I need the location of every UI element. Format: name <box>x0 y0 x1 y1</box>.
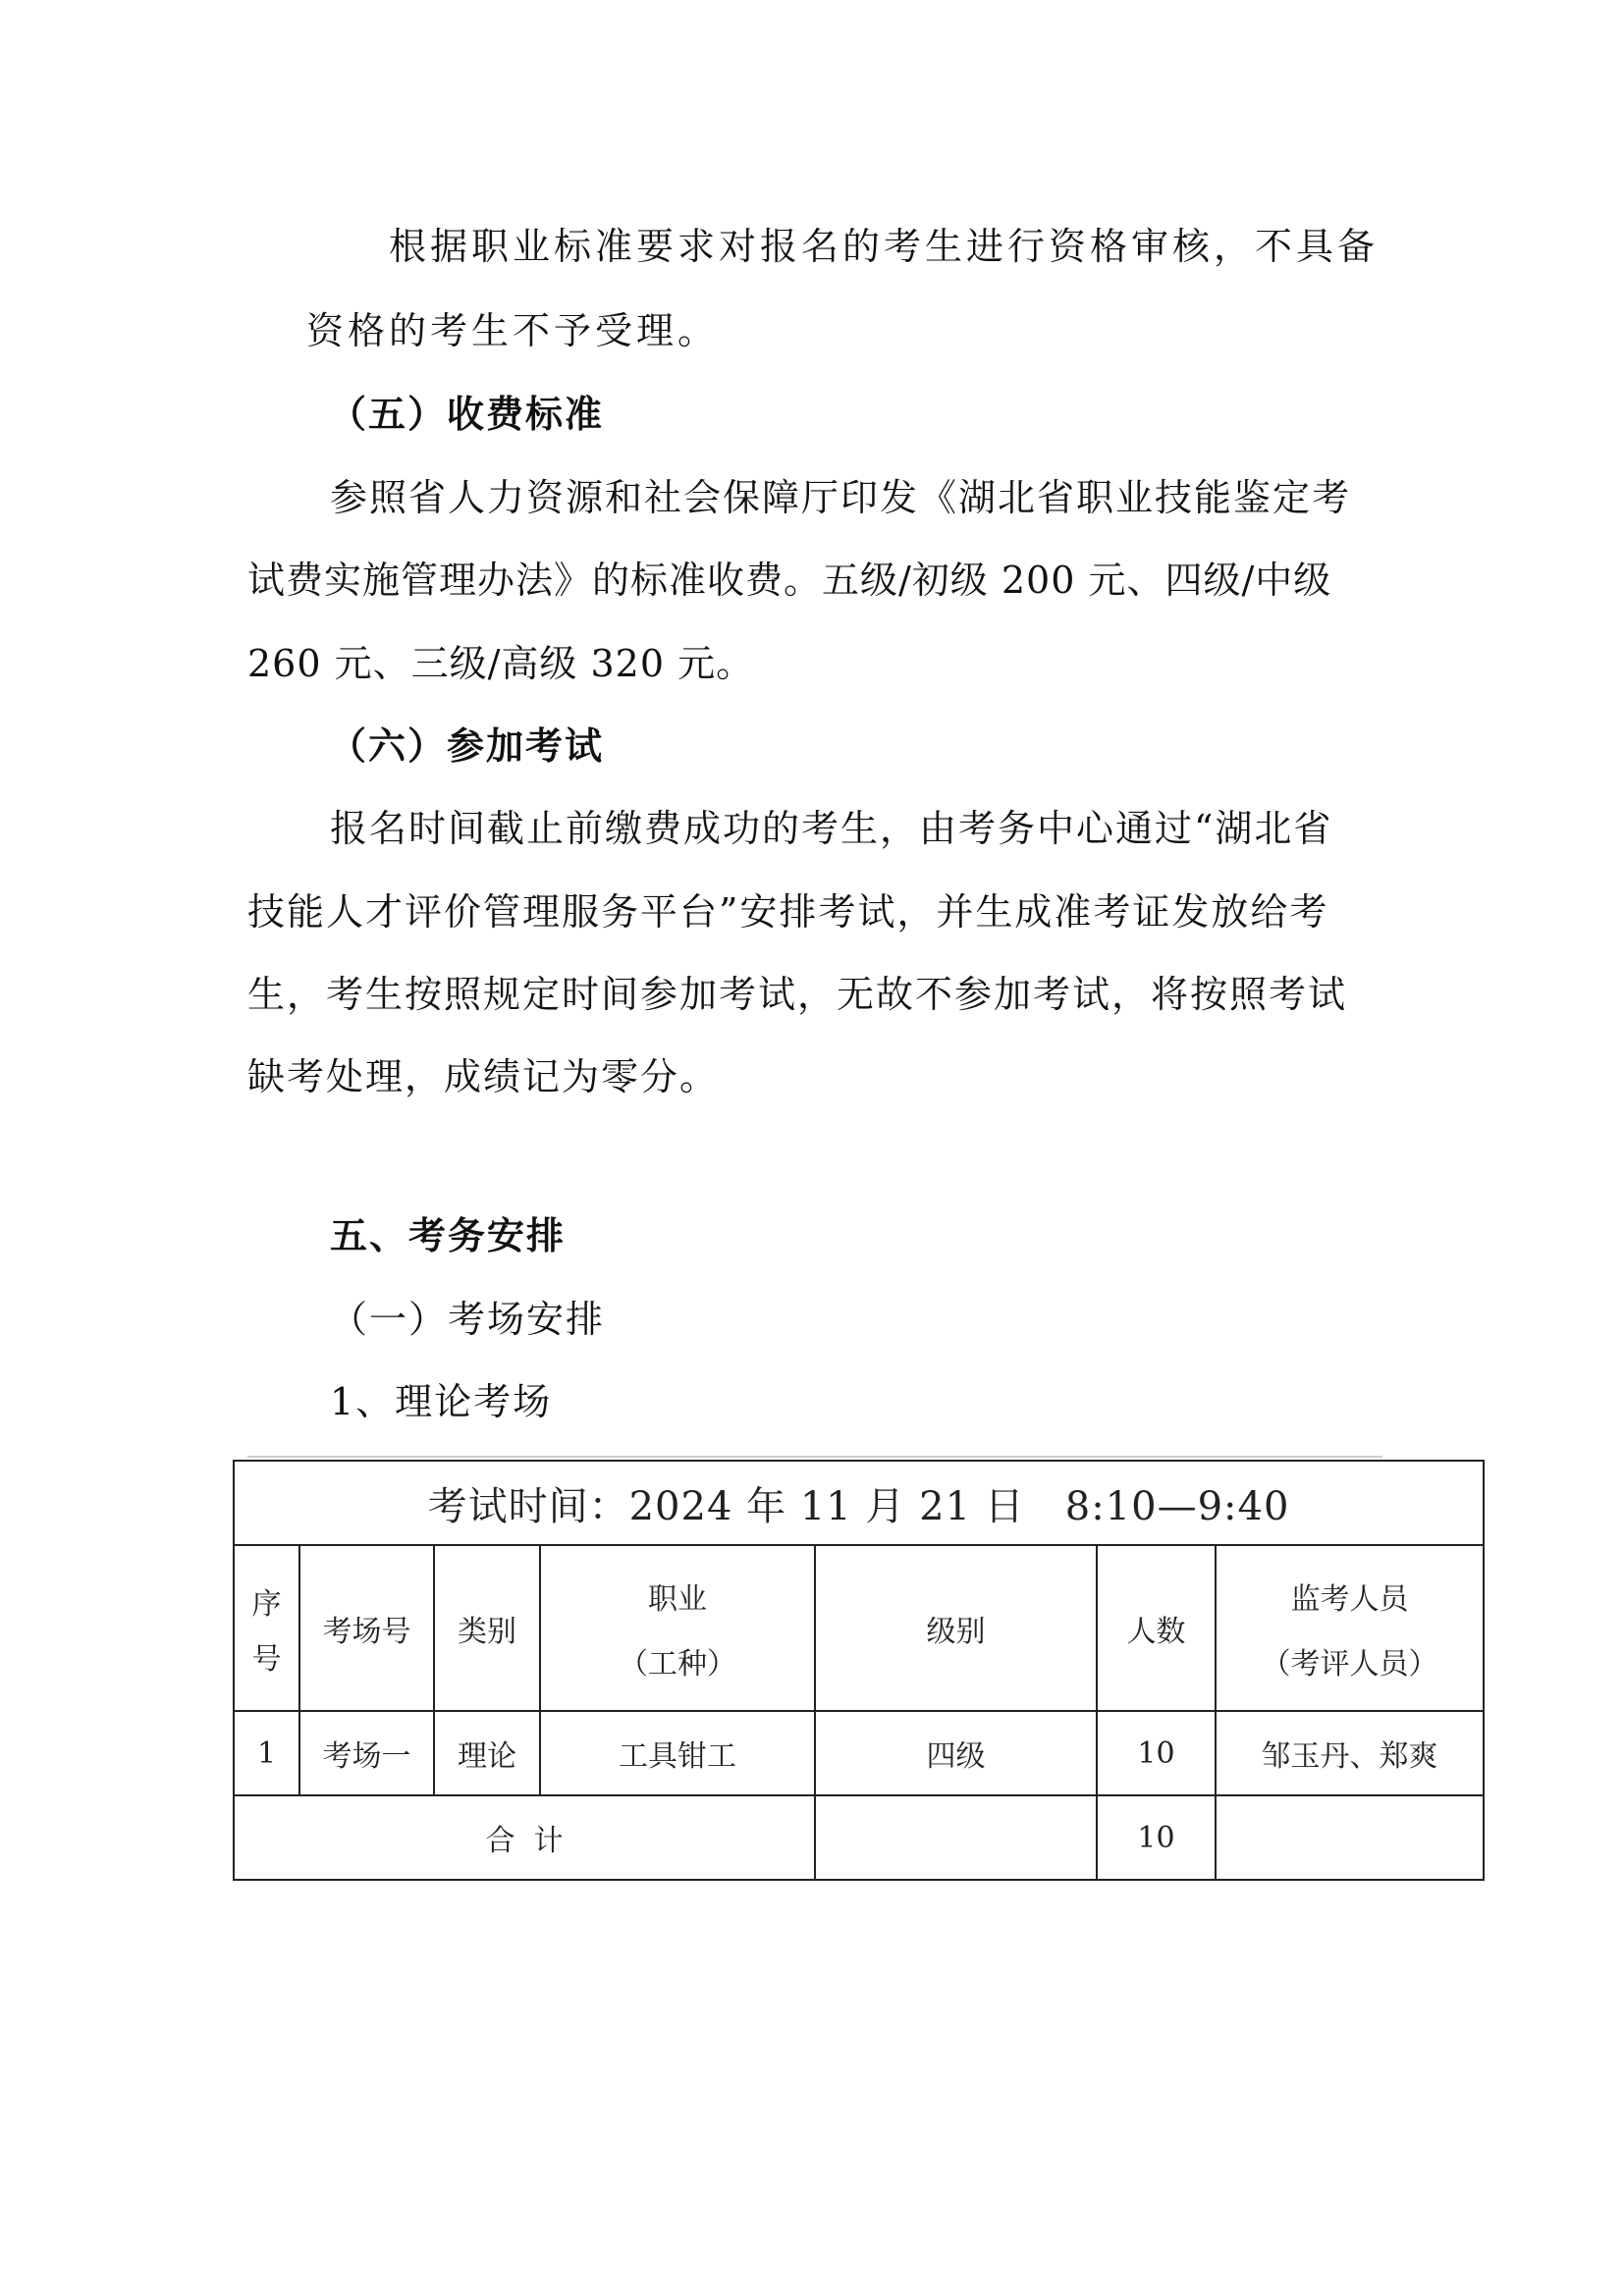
paragraph-fee-line3: 260 元、三级/高级 320 元。 <box>247 642 755 685</box>
cell-total-count: 10 <box>1097 1795 1216 1880</box>
header-invigilator-top: 监考人员 <box>1290 1581 1409 1617</box>
header-seq-bottom: 号 <box>251 1641 282 1677</box>
cell-level: 四级 <box>815 1711 1097 1795</box>
heading-fee-standard: （五）收费标准 <box>329 392 605 436</box>
cell-count: 10 <box>1097 1711 1216 1795</box>
header-invigilator-bottom: （考评人员） <box>1261 1646 1438 1682</box>
cell-room: 考场一 <box>299 1711 434 1795</box>
heading-venue-arrangement: （一）考场安排 <box>330 1298 606 1341</box>
header-occupation <box>540 1545 815 1711</box>
header-category: 类别 <box>434 1545 540 1711</box>
cell-total-level <box>815 1795 1097 1880</box>
paragraph-exam-line4: 缺考处理，成绩记为零分。 <box>247 1055 720 1098</box>
cell-category: 理论 <box>434 1711 540 1795</box>
header-room: 考场号 <box>299 1545 434 1711</box>
table-caption-exam-time: 考试时间：2024 年 11 月 21 日 8:10—9:40 <box>234 1461 1484 1545</box>
header-count: 人数 <box>1097 1545 1216 1711</box>
cell-total-invigilator <box>1216 1795 1484 1880</box>
paragraph-exam-line2: 技能人才评价管理服务平台”安排考试，并生成准考证发放给考 <box>247 890 1329 934</box>
header-level: 级别 <box>815 1545 1097 1711</box>
table-total-row <box>234 1795 1484 1880</box>
table-top-rule <box>247 1456 1382 1458</box>
cell-occupation: 工具钳工 <box>540 1711 815 1795</box>
heading-exam-arrangement: 五、考务安排 <box>330 1213 567 1257</box>
paragraph-qualification-line1: 根据职业标准要求对报名的考生进行资格审核，不具备 <box>389 225 1380 268</box>
exam-arrangement-table <box>233 1460 1485 1881</box>
cell-seq: 1 <box>234 1711 299 1795</box>
header-occupation-bottom: （工种） <box>619 1646 736 1682</box>
table-row <box>234 1711 1484 1795</box>
heading-theory-venue: 1、理论考场 <box>330 1380 553 1423</box>
paragraph-exam-line3: 生，考生按照规定时间参加考试，无故不参加考试，将按照考试 <box>247 973 1348 1016</box>
table-header-row <box>234 1545 1484 1711</box>
heading-attend-exam: （六）参加考试 <box>329 723 605 768</box>
cell-invigilator: 邹玉丹、郑爽 <box>1216 1711 1484 1795</box>
paragraph-qualification-line2: 资格的考生不予受理。 <box>306 309 720 352</box>
paragraph-exam-line1: 报名时间截止前缴费成功的考生，由考务中心通过“湖北省 <box>330 807 1333 850</box>
header-seq-top: 序 <box>251 1586 282 1622</box>
exam-arrangement-table-wrapper <box>233 1460 1483 1881</box>
paragraph-fee-line1: 参照省人力资源和社会保障厅印发《湖北省职业技能鉴定考 <box>330 476 1352 519</box>
paragraph-fee-line2: 试费实施管理办法》的标准收费。五级/初级 200 元、四级/中级 <box>247 559 1332 602</box>
header-occupation-top: 职业 <box>648 1581 707 1617</box>
header-invigilator <box>1216 1545 1484 1711</box>
cell-total-label: 合 计 <box>234 1795 815 1880</box>
header-seq <box>234 1545 299 1711</box>
